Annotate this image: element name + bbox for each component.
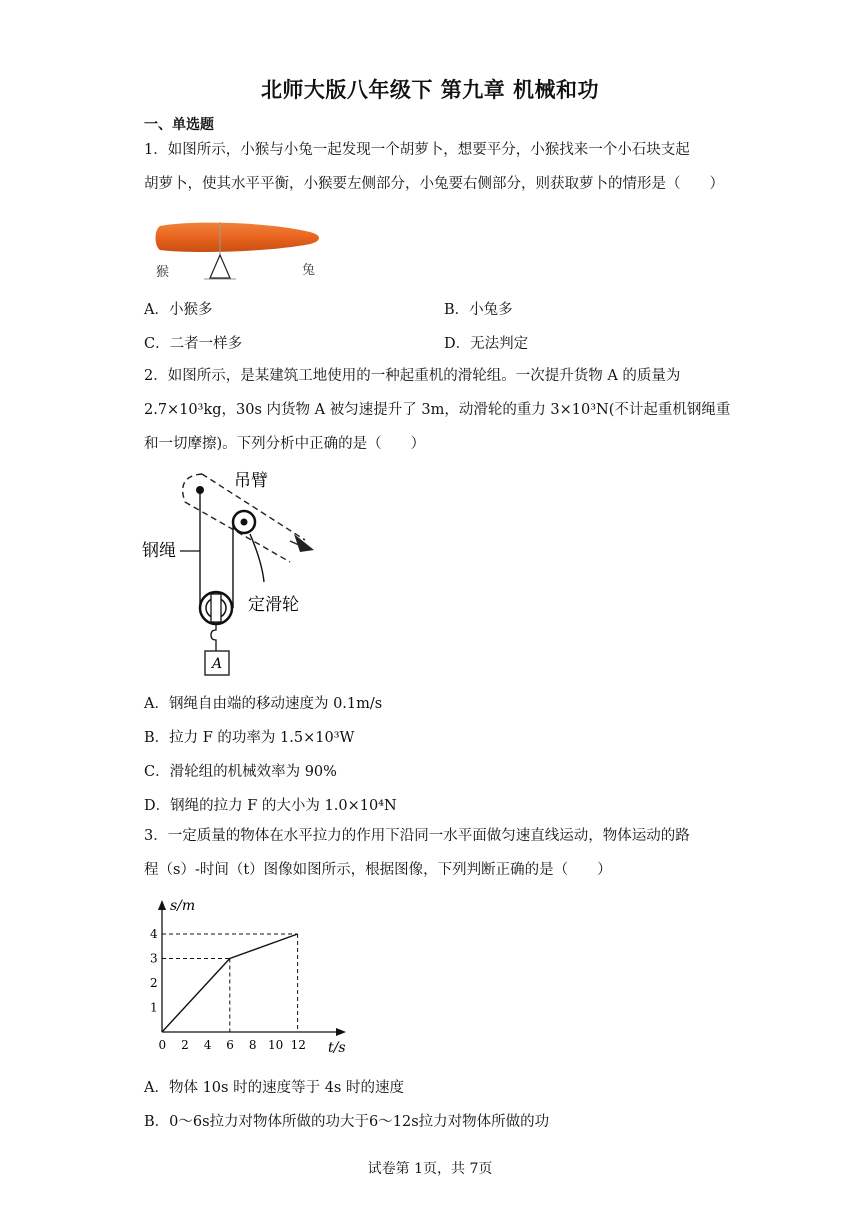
y-tick-label: 1 <box>150 1000 158 1015</box>
x-tick-label: 0 <box>158 1038 167 1052</box>
rabbit-label: 兔 <box>302 263 316 278</box>
page-footer: 试卷第 1页，共 7页 <box>367 1161 493 1177</box>
y-tick-label: 2 <box>150 976 158 990</box>
q3-line-2: 程（s）-时间（t）图像如图所示，根据图像，下列判断正确的是（ ） <box>144 862 612 878</box>
q1-line-1: 1．如图所示，小猴与小兔一起发现一个胡萝卜，想要平分，小猴找来一个小石块支起 <box>144 142 690 158</box>
page-title: 北师大版八年级下 第九章 机械和功 <box>260 78 600 102</box>
q3-option-b[interactable]: B．0～6s拉力对物体所做的功大于6～12s拉力对物体所做的功 <box>144 1114 550 1130</box>
q2-option-b[interactable]: B．拉力 F 的功率为 1.5×10³W <box>144 730 355 746</box>
q1-option-d[interactable]: D．无法判定 <box>444 336 529 352</box>
section-heading: 一、单选题 <box>144 117 214 133</box>
distance-time-chart <box>140 892 360 1062</box>
arm-arrowhead <box>294 534 314 552</box>
x-tick-label: 4 <box>203 1038 212 1052</box>
x-axis-arrow <box>336 1028 346 1036</box>
q3-line-1: 3．一定质量的物体在水平拉力的作用下沿同一水平面做匀速直线运动，物体运动的路 <box>144 828 690 844</box>
q2-option-d[interactable]: D．钢绳的拉力 F 的大小为 1.0×10⁴N <box>144 798 397 814</box>
carrot-shape <box>156 223 320 252</box>
q1-option-b[interactable]: B．小兔多 <box>444 302 513 318</box>
load-label: A <box>212 656 223 672</box>
x-tick-label: 12 <box>290 1038 306 1052</box>
x-tick-label: 10 <box>268 1038 284 1052</box>
q2-line-2: 2.7×10³kg，30s 内货物 A 被匀速提升了 3m，动滑轮的重力 3×10³N(不计起重机钢绳重 <box>144 402 731 418</box>
carrot-figure <box>150 214 330 284</box>
crane-pulley-figure <box>140 462 330 682</box>
q2-option-a[interactable]: A．钢绳自由端的移动速度为 0.1m/s <box>144 696 383 712</box>
fulcrum-triangle <box>210 255 230 278</box>
x-tick-label: 6 <box>226 1038 234 1052</box>
q1-line-2: 胡萝卜，使其水平平衡，小猴要左侧部分，小兔要右侧部分，则获取萝卜的情形是（ ） <box>144 176 724 192</box>
q1-option-a[interactable]: A．小猴多 <box>144 302 213 318</box>
x-axis-label: t/s <box>328 1040 346 1056</box>
y-axis-label: s/m <box>170 898 196 914</box>
arm-label: 吊臂 <box>234 471 268 491</box>
hook <box>211 624 216 651</box>
y-tick-label: 3 <box>150 951 158 966</box>
fixed-pulley-label: 定滑轮 <box>248 595 299 615</box>
y-tick-label: 4 <box>150 927 158 941</box>
y-axis-arrow <box>158 900 166 910</box>
q2-option-c[interactable]: C．滑轮组的机械效率为 90% <box>144 764 337 780</box>
q2-line-3: 和一切摩擦)。下列分析中正确的是（ ） <box>144 436 426 452</box>
q1-option-c[interactable]: C．二者一样多 <box>144 336 243 352</box>
monkey-label: 猴 <box>156 265 170 280</box>
x-tick-label: 2 <box>181 1038 189 1052</box>
rope-label: 钢绳 <box>142 541 176 561</box>
q3-option-a[interactable]: A．物体 10s 时的速度等于 4s 时的速度 <box>144 1080 404 1096</box>
q2-line-1: 2．如图所示，是某建筑工地使用的一种起重机的滑轮组。一次提升货物 A 的质量为 <box>144 368 681 384</box>
x-tick-label: 8 <box>248 1038 257 1052</box>
